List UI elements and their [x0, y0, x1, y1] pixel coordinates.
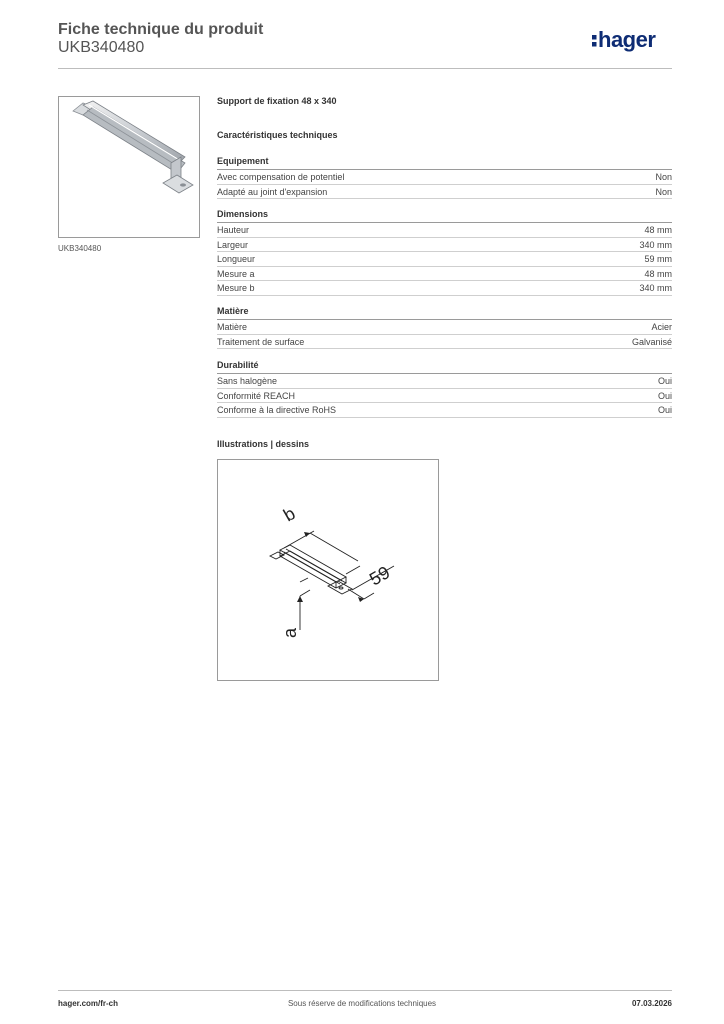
section-title: Matière [217, 306, 672, 320]
product-image [58, 96, 200, 238]
illustrations-title: Illustrations | dessins [217, 439, 310, 449]
table-row: Conformité REACH Oui [217, 389, 672, 404]
table-row: Mesure b 340 mm [217, 281, 672, 296]
table-row: Mesure a 48 mm [217, 267, 672, 282]
section-title: Dimensions [217, 209, 672, 223]
dimension-drawing-icon [218, 460, 438, 680]
header-divider [58, 68, 672, 69]
page-title: Fiche technique du produit [58, 21, 264, 38]
table-row: Hauteur 48 mm [217, 223, 672, 238]
section-dimensions [217, 209, 672, 296]
table-row: Largeur 340 mm [217, 238, 672, 253]
dimension-drawing [217, 459, 439, 681]
section-equipement [217, 156, 672, 199]
table-row: Avec compensation de potentiel Non [217, 170, 672, 185]
dimension-label-b: b [280, 503, 299, 526]
section-title: Durabilité [217, 360, 672, 374]
section-matiere [217, 306, 672, 349]
bracket-image-icon [59, 97, 199, 237]
characteristics-title: Caractéristiques techniques [217, 130, 338, 140]
section-durabilite [217, 360, 672, 418]
hager-logo-icon [592, 27, 674, 53]
product-name: Support de fixation 48 x 340 [217, 96, 337, 106]
table-row: Longueur 59 mm [217, 252, 672, 267]
footer-date: 07.03.2026 [631, 999, 672, 1008]
footer-website-link[interactable]: hager.com/fr-ch [58, 999, 119, 1008]
product-image-caption: UKB340480 [58, 244, 102, 253]
table-row: Conforme à la directive RoHS Oui [217, 403, 672, 418]
table-row: Matière Acier [217, 320, 672, 335]
table-row: Traitement de surface Galvanisé [217, 335, 672, 350]
section-title: Equipement [217, 156, 672, 170]
table-row: Adapté au joint d'expansion Non [217, 185, 672, 200]
logo-text: hager [598, 27, 656, 52]
table-row: Sans halogène Oui [217, 374, 672, 389]
dimension-label-59: 59 [366, 562, 394, 590]
footer-note: Sous réserve de modifications techniques [287, 999, 437, 1008]
hager-logo [592, 27, 674, 58]
dimension-label-a: a [280, 627, 300, 638]
footer-divider [58, 990, 672, 991]
product-code: UKB340480 [58, 39, 145, 56]
